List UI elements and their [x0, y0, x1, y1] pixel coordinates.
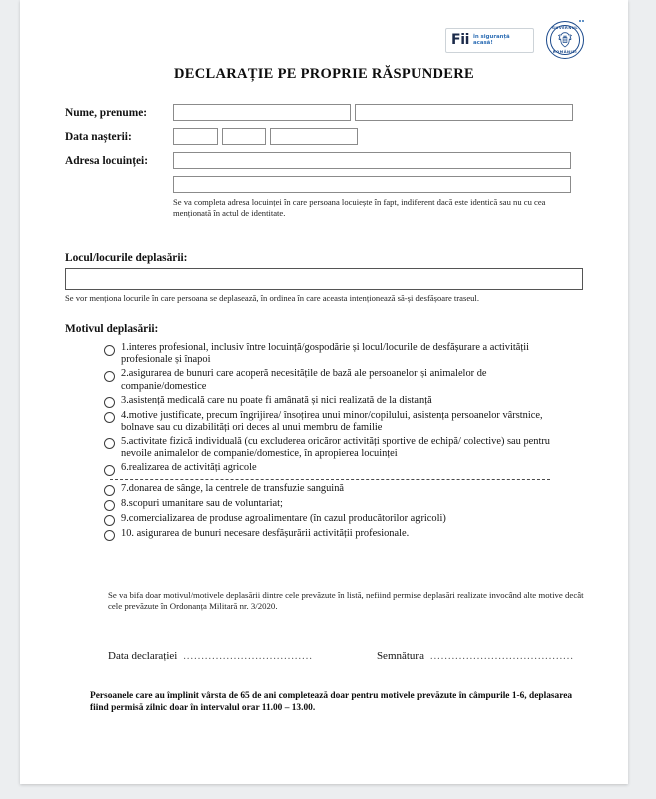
legal-footnote-section [108, 590, 586, 613]
radio-icon[interactable] [104, 371, 115, 382]
reason-options-bottom [65, 483, 583, 542]
declaration-date-line[interactable]: .................................... [183, 651, 313, 662]
address-row-2 [173, 176, 583, 193]
places-note: Se vor menționa locurile în care persoana se deplasează, în ordinea în care aceasta intenționează să-și desfășoare traseul. [65, 293, 479, 303]
reason-option-label: 8.scopuri umanitare sau de voluntariat; [121, 497, 283, 509]
age-restriction-note: Persoanele care au împlinit vârsta de 65 de ani completează doar pentru motivele prevăzute în câmpurile 1-6, deplasarea fiind permisă zilnic doar în intervalul orar 11.00 – 13.00. [90, 691, 573, 714]
reason-option-label: 7.donarea de sânge, la centrele de transfuzie sanguină [121, 482, 345, 494]
places-title: Locul/locurile deplasării: [65, 252, 188, 264]
radio-icon[interactable] [104, 438, 115, 449]
name-row [65, 104, 583, 121]
stay-safe-home-badge [445, 28, 534, 53]
places-input[interactable] [65, 268, 583, 290]
radio-icon[interactable] [104, 500, 115, 511]
reason-option[interactable] [65, 483, 583, 497]
address-label: Adresa locuinței: [65, 154, 148, 167]
reason-option-label: 4.motive justificate, precum îngrijirea/ însoțirea unui minor/copilului, asistența persoanelor vârstnice, bolnave sau cu dizabilități ori deces al unui membru de familie [121, 409, 543, 434]
radio-icon[interactable] [104, 345, 115, 356]
address-note: Se va completa adresa locuinței în care persoana locuiește în fapt, indiferent dacă este identică sau nu cu cea menționată în actul de identitate. [173, 197, 546, 218]
seal-top-text: GUVERNUL [551, 26, 579, 31]
badge-dots-icon [579, 20, 584, 22]
radio-icon[interactable] [104, 397, 115, 408]
reason-option-label: 1.interes profesional, inclusiv între locuință/gospodărie și locul/locurile de desfășurare a activității profesionale și înapoi [121, 342, 529, 366]
options-divider [110, 479, 550, 480]
reason-option[interactable] [65, 368, 583, 393]
birthdate-year-input[interactable] [270, 128, 358, 145]
identity-fields [65, 104, 583, 219]
eagle-crest-icon [558, 32, 573, 49]
reason-option-label: 9.comercializarea de produse agroalimentare (în cazul producătorilor agricoli) [121, 512, 446, 524]
birthdate-row [65, 128, 583, 145]
signature-label: Semnătura [376, 650, 424, 662]
signature-row [108, 650, 586, 662]
name-input-first[interactable] [173, 104, 351, 121]
badge-word: Fii [451, 32, 469, 48]
legal-footnote: Se va bifa doar motivul/motivele deplasării dintre cele prevăzute în listă, nefiind permise deplasări realizate invocând alte motive decât cele prevăzute în Ordonanța Militară nr. 3/2020. [108, 590, 584, 612]
birthdate-day-input[interactable] [173, 128, 218, 145]
document-page [20, 0, 628, 784]
reason-option[interactable] [65, 436, 583, 461]
reason-title: Motivul deplasării: [65, 323, 159, 335]
reason-option-label: 3.asistență medicală care nu poate fi amânată și nici realizată de la distanță [121, 394, 432, 406]
reason-option-label: 10. asigurarea de bunuri necesare desfășurării activității profesionale. [121, 527, 410, 539]
declaration-date-label: Data declarației [108, 650, 178, 662]
government-of-romania-seal-icon [546, 21, 584, 59]
reason-option[interactable] [65, 342, 583, 367]
birthdate-month-input[interactable] [222, 128, 266, 145]
radio-icon[interactable] [104, 515, 115, 526]
reason-option[interactable] [65, 528, 583, 542]
reason-options-top [65, 342, 583, 476]
reason-option-label: 6.realizarea de activități agricole [121, 462, 257, 474]
reason-option[interactable] [65, 410, 583, 435]
reason-option[interactable] [65, 462, 583, 476]
reason-option-label: 5.activitate fizică individuală (cu excluderea oricăror activități sportive de echipă/ colective) sau pentru nevoile animalelor de companie/domestice, în apropierea locuinței [121, 435, 550, 460]
address-input-line2[interactable] [173, 176, 571, 193]
page-title: DECLARAȚIE PE PROPRIE RĂSPUNDERE [173, 66, 475, 82]
signature-line[interactable]: ........................................ [429, 651, 574, 662]
radio-icon[interactable] [104, 412, 115, 423]
reason-option-label: 2.asigurarea de bunuri care acoperă necesitățile de bază ale persoanelor și animalelor de companie/domestice [121, 368, 487, 392]
radio-icon[interactable] [104, 465, 115, 476]
address-input-line1[interactable] [173, 152, 571, 169]
reason-option[interactable] [65, 498, 583, 512]
header-logos [445, 21, 584, 59]
radio-icon[interactable] [104, 485, 115, 496]
reason-option[interactable] [65, 513, 583, 527]
name-input-last[interactable] [355, 104, 573, 121]
reason-section [65, 323, 583, 543]
address-row [65, 152, 583, 169]
name-label: Nume, prenume: [65, 106, 148, 119]
radio-icon[interactable] [104, 530, 115, 541]
seal-bottom-text: ROMÂNIEI [552, 49, 578, 54]
birthdate-label: Data nașterii: [65, 130, 132, 143]
places-section [65, 252, 583, 304]
reason-option[interactable] [65, 395, 583, 409]
badge-tagline: în siguranță acasă! [473, 33, 510, 46]
